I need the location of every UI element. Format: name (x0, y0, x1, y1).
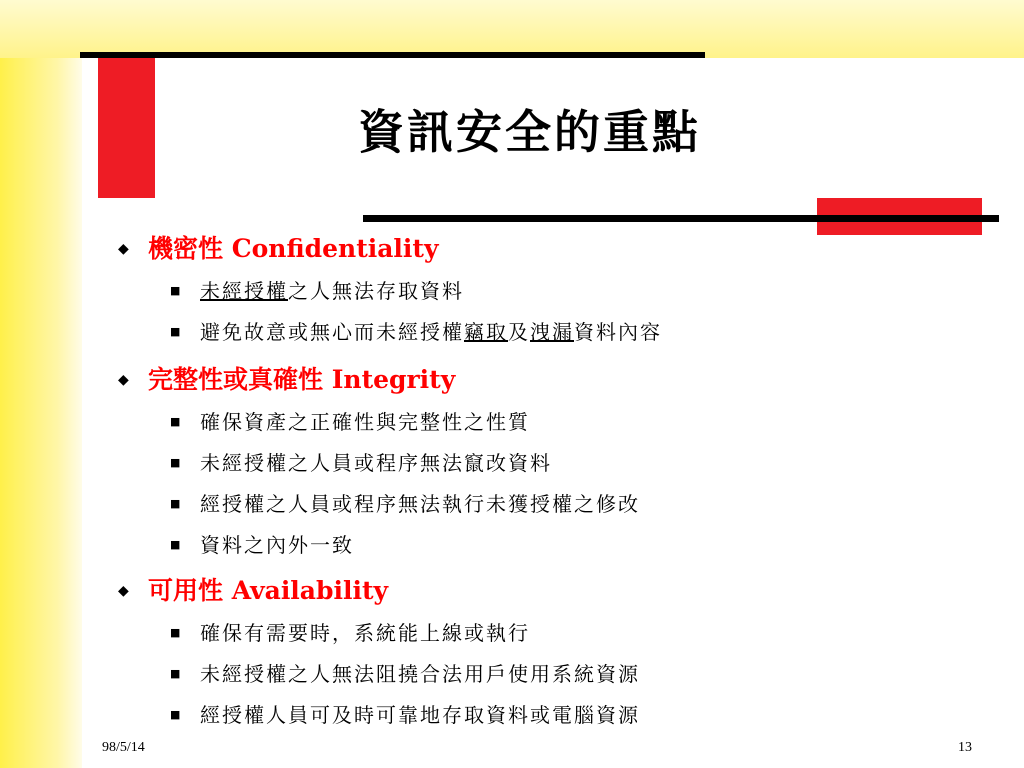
sub-bullet-text: 之人無法存取資料 (288, 279, 464, 303)
sub-bullet-text: 未經授權之人無法阻撓合法用戶使用系統資源 (200, 662, 640, 686)
bullet-heading (118, 571, 388, 607)
slide-title: 資訊安全的重點 (358, 105, 701, 159)
sub-bullet-text: 資料內容 (574, 320, 662, 344)
sub-bullet-item (170, 316, 662, 345)
sub-bullet-item (170, 617, 530, 646)
sub-bullet-text: 未經授權之人員或程序無法竄改資料 (200, 451, 552, 475)
square-bullet-icon: ■ (170, 708, 183, 721)
sub-bullet-item (170, 406, 530, 435)
sub-bullet-text: 確保資產之正確性與完整性之性質 (200, 410, 530, 434)
sub-bullet-text: 及 (508, 320, 530, 344)
sub-bullet-text: 避免故意或無心而未經授權 (200, 320, 464, 344)
square-bullet-icon: ■ (170, 626, 183, 639)
sub-bullet-item (170, 447, 552, 476)
square-bullet-icon: ■ (170, 497, 183, 510)
square-bullet-icon: ■ (170, 667, 183, 680)
diamond-bullet-icon: ◆ (118, 241, 129, 257)
bullet-heading (118, 360, 455, 396)
bullet-heading-text: 可用性 Availability (148, 576, 389, 605)
sub-bullet-text: 竊取 (464, 320, 508, 344)
square-bullet-icon: ■ (170, 538, 183, 551)
sub-bullet-text: 未經授權 (200, 279, 288, 303)
sub-bullet-item (170, 529, 354, 558)
diamond-bullet-icon: ◆ (118, 372, 129, 388)
square-bullet-icon: ■ (170, 284, 183, 297)
sub-bullet-text: 洩漏 (530, 320, 574, 344)
sub-bullet-item (170, 275, 464, 304)
bullet-heading-text: 機密性 Confidentiality (148, 234, 439, 263)
slide-date: 98/5/14 (102, 740, 145, 755)
sub-bullet-item (170, 658, 640, 687)
bullet-heading-text: 完整性或真確性 Integrity (148, 365, 456, 394)
sub-bullet-item (170, 488, 640, 517)
square-bullet-icon: ■ (170, 415, 183, 428)
diamond-bullet-icon: ◆ (118, 583, 129, 599)
sub-bullet-text: 確保有需要時，系統能上線或執行 (200, 621, 530, 645)
bullet-heading (118, 229, 439, 265)
sub-bullet-text: 資料之內外一致 (200, 533, 354, 557)
sub-bullet-text: 經授權之人員或程序無法執行未獲授權之修改 (200, 492, 640, 516)
slide-page-number: 13 (958, 740, 972, 755)
square-bullet-icon: ■ (170, 456, 183, 469)
sub-bullet-text: 經授權人員可及時可靠地存取資料或電腦資源 (200, 703, 640, 727)
square-bullet-icon: ■ (170, 325, 183, 338)
sub-bullet-item (170, 699, 640, 728)
